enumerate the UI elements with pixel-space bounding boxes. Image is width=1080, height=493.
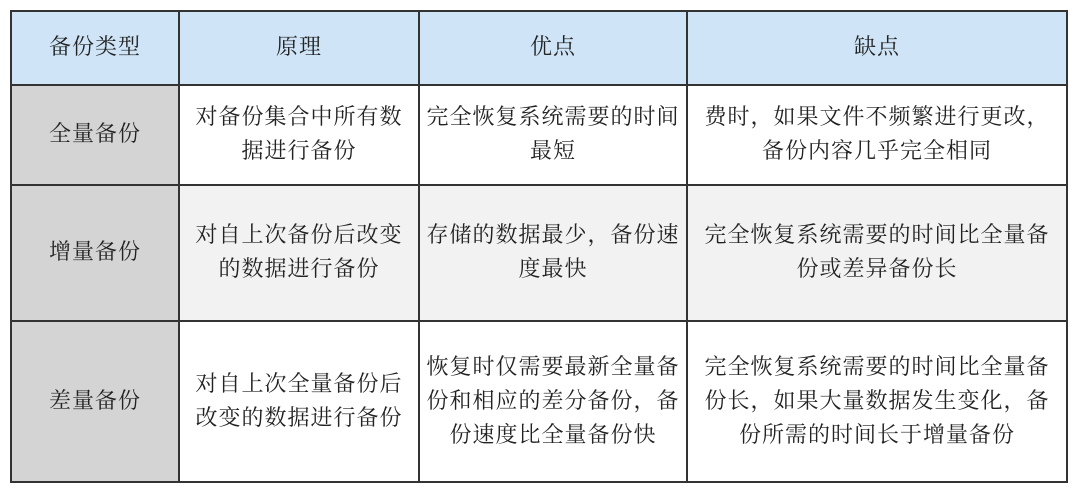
cons-text: 费时，如果文件不频繁进行更改，备份内容几乎完全相同 [704, 105, 1050, 164]
principle-text: 对自上次全量备份后改变的数据进行备份 [195, 371, 403, 431]
principle-cell [179, 321, 419, 482]
principle-cell [179, 185, 419, 321]
principle-text: 对自上次备份后改变的数据进行备份 [195, 223, 403, 282]
header-row [11, 11, 1067, 85]
table-row [11, 321, 1067, 482]
header-principle: 原理 [179, 11, 419, 85]
backup-type-cell: 全量备份 [11, 85, 179, 185]
cons-text: 完全恢复系统需要的时间比全量备份长，如果大量数据发生变化，备份所需的时间长于增量备份 [704, 354, 1050, 448]
pros-cell [419, 85, 687, 185]
header-backup-type: 备份类型 [11, 11, 179, 85]
pros-text: 恢复时仅需要最新全量备份和相应的差分备份，备份速度比全量备份快 [426, 354, 680, 448]
principle-cell [179, 85, 419, 185]
backup-type-cell: 差量备份 [11, 321, 179, 482]
cons-cell [687, 185, 1067, 321]
cons-cell [687, 321, 1067, 482]
cons-text: 完全恢复系统需要的时间比全量备份或差异备份长 [704, 223, 1050, 282]
principle-text: 对备份集合中所有数据进行备份 [195, 105, 403, 164]
cons-cell [687, 85, 1067, 185]
backup-type-cell: 增量备份 [11, 185, 179, 321]
table-row [11, 85, 1067, 185]
table-row [11, 185, 1067, 321]
pros-text: 存储的数据最少，备份速度最快 [426, 223, 680, 282]
pros-text: 完全恢复系统需要的时间最短 [426, 105, 680, 164]
header-cons: 缺点 [687, 11, 1067, 85]
pros-cell [419, 321, 687, 482]
backup-comparison-table [10, 10, 1068, 483]
pros-cell [419, 185, 687, 321]
header-pros: 优点 [419, 11, 687, 85]
